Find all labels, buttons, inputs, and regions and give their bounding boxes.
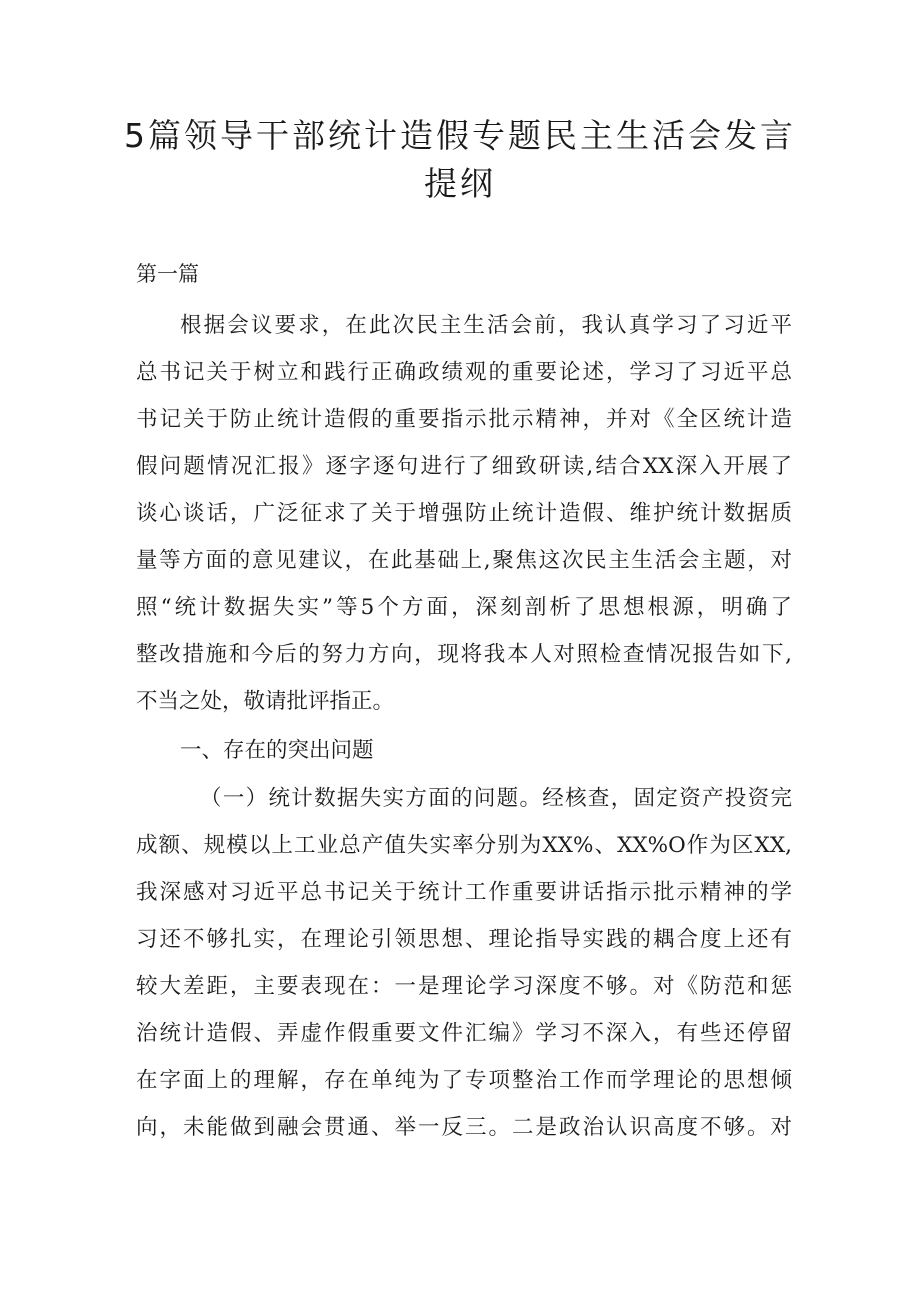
paragraph-1-line: 书记关于防止统计造假的重要指示批示精神，并对《全区统计造: [136, 407, 792, 432]
paragraph-2-line: 在字面上的理解，存在单纯为了专项整治工作而学理论的思想倾: [136, 1068, 792, 1093]
paragraph-1-line: 假问题情况汇报》逐字逐句进行了细致研读,结合XX深入开展了: [136, 454, 792, 479]
paragraph-1-line: 根据会议要求，在此次民主生活会前，我认真学习了习近平: [180, 313, 792, 338]
paragraph-2-line: 我深感对习近平总书记关于统计工作重要讲话指示批示精神的学: [136, 880, 792, 905]
section-label: 第一篇: [136, 262, 199, 286]
paragraph-2-line: （一）统计数据失实方面的问题。经核查，固定资产投资完: [200, 786, 792, 811]
paragraph-1-line: 总书记关于树立和践行正确政绩观的重要论述，学习了习近平总: [136, 360, 792, 385]
paragraph-1-line: 谈心谈话，广泛征求了关于增强防止统计造假、维护统计数据质: [136, 501, 792, 526]
paragraph-1-line: 整改措施和今后的努力方向，现将我本人对照检查情况报告如下,: [136, 642, 792, 667]
paragraph-1-line: 不当之处，敬请批评指正。: [136, 689, 395, 714]
paragraph-1-line: 照“统计数据失实”等5个方面，深刻剖析了思想根源，明确了: [136, 595, 792, 620]
paragraph-1-line: 量等方面的意见建议，在此基础上,聚焦这次民主生活会主题，对: [136, 548, 792, 573]
paragraph-2-line: 较大差距，主要表现在：一是理论学习深度不够。对《防范和惩: [136, 974, 792, 999]
section-heading: 一、存在的突出问题: [180, 738, 374, 763]
paragraph-2-line: 向，未能做到融会贯通、举一反三。二是政治认识高度不够。对: [136, 1115, 792, 1140]
document-title-line-1: 5篇领导干部统计造假专题民主生活会发言: [124, 116, 796, 155]
paragraph-2-line: 成额、规模以上工业总产值失实率分别为XX%、XX%O作为区XX,: [136, 833, 792, 858]
document-title-line-2: 提纲: [424, 164, 496, 203]
paragraph-2-line: 治统计造假、弄虚作假重要文件汇编》学习不深入，有些还停留: [136, 1021, 792, 1046]
paragraph-2-line: 习还不够扎实，在理论引领思想、理论指导实践的耦合度上还有: [136, 927, 792, 952]
